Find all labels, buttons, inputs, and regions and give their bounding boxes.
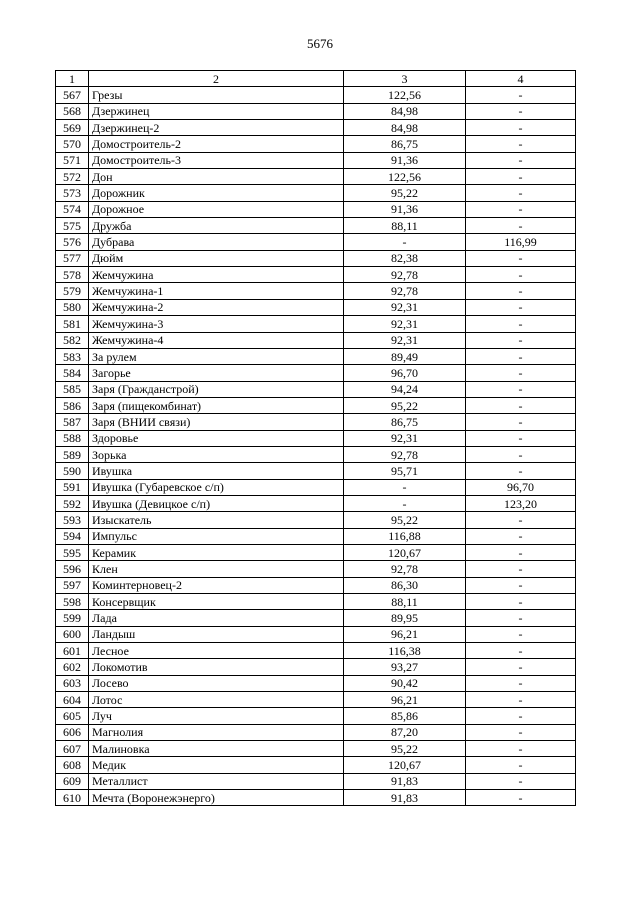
table-row: [56, 152, 576, 168]
row-value-4-cell: -: [466, 348, 576, 364]
row-name-cell: Ивушка: [89, 463, 344, 479]
row-name-cell: Дзержинец-2: [89, 120, 344, 136]
row-value-4-cell: -: [466, 397, 576, 413]
row-value-4-cell: -: [466, 561, 576, 577]
row-value-3-cell: -: [344, 234, 466, 250]
table-row: [56, 708, 576, 724]
row-name-cell: Дорожное: [89, 201, 344, 217]
row-value-3-cell: 86,30: [344, 577, 466, 593]
table-row: [56, 234, 576, 250]
row-value-3-cell: 122,56: [344, 169, 466, 185]
table-row: [56, 397, 576, 413]
row-number-cell: 607: [56, 741, 89, 757]
row-value-4-cell: -: [466, 446, 576, 462]
row-number-cell: 596: [56, 561, 89, 577]
table-body: [56, 71, 576, 806]
row-number-cell: 600: [56, 626, 89, 642]
row-value-3-cell: 95,22: [344, 397, 466, 413]
row-value-3-cell: 120,67: [344, 757, 466, 773]
row-value-3-cell: 92,78: [344, 283, 466, 299]
row-number-cell: 589: [56, 446, 89, 462]
row-name-cell: Металлист: [89, 773, 344, 789]
row-value-4-cell: -: [466, 708, 576, 724]
row-number-cell: 576: [56, 234, 89, 250]
row-value-3-cell: 91,36: [344, 152, 466, 168]
row-value-4-cell: -: [466, 773, 576, 789]
table-row: [56, 479, 576, 495]
table-header-row: [56, 71, 576, 87]
row-number-cell: 598: [56, 594, 89, 610]
row-value-4-cell: -: [466, 283, 576, 299]
row-value-4-cell: -: [466, 299, 576, 315]
row-value-4-cell: -: [466, 528, 576, 544]
row-name-cell: Здоровье: [89, 430, 344, 446]
row-value-3-cell: 89,95: [344, 610, 466, 626]
row-value-3-cell: 89,49: [344, 348, 466, 364]
row-number-cell: 578: [56, 267, 89, 283]
row-number-cell: 584: [56, 365, 89, 381]
row-number-cell: 609: [56, 773, 89, 789]
row-value-3-cell: 95,22: [344, 185, 466, 201]
row-value-3-cell: 92,31: [344, 430, 466, 446]
table-row: [56, 414, 576, 430]
row-value-4-cell: 96,70: [466, 479, 576, 495]
row-number-cell: 605: [56, 708, 89, 724]
row-number-cell: 597: [56, 577, 89, 593]
row-name-cell: Жемчужина-4: [89, 332, 344, 348]
row-value-3-cell: 94,24: [344, 381, 466, 397]
row-name-cell: Заря (Гражданстрой): [89, 381, 344, 397]
row-value-3-cell: 92,78: [344, 561, 466, 577]
row-number-cell: 604: [56, 692, 89, 708]
row-value-3-cell: 84,98: [344, 103, 466, 119]
table-row: [56, 283, 576, 299]
row-name-cell: Лада: [89, 610, 344, 626]
row-value-3-cell: 116,88: [344, 528, 466, 544]
table-row: [56, 692, 576, 708]
row-value-4-cell: -: [466, 316, 576, 332]
row-value-4-cell: -: [466, 381, 576, 397]
row-number-cell: 602: [56, 659, 89, 675]
row-value-4-cell: -: [466, 610, 576, 626]
row-value-3-cell: 84,98: [344, 120, 466, 136]
row-number-cell: 591: [56, 479, 89, 495]
row-value-3-cell: 96,21: [344, 626, 466, 642]
table-row: [56, 365, 576, 381]
row-number-cell: 592: [56, 495, 89, 511]
table-row: [56, 544, 576, 560]
row-value-4-cell: -: [466, 250, 576, 266]
row-value-3-cell: 91,83: [344, 773, 466, 789]
table-row: [56, 381, 576, 397]
table-row: [56, 250, 576, 266]
row-number-cell: 574: [56, 201, 89, 217]
row-number-cell: 581: [56, 316, 89, 332]
row-name-cell: Жемчужина-1: [89, 283, 344, 299]
row-value-3-cell: 90,42: [344, 675, 466, 691]
header-cell-number: 1: [56, 71, 89, 87]
row-number-cell: 568: [56, 103, 89, 119]
row-number-cell: 601: [56, 643, 89, 659]
row-value-3-cell: 93,27: [344, 659, 466, 675]
row-number-cell: 599: [56, 610, 89, 626]
row-value-3-cell: 92,31: [344, 316, 466, 332]
row-number-cell: 573: [56, 185, 89, 201]
row-value-4-cell: 116,99: [466, 234, 576, 250]
row-value-4-cell: -: [466, 414, 576, 430]
row-name-cell: Домостроитель-3: [89, 152, 344, 168]
row-name-cell: Лосево: [89, 675, 344, 691]
row-number-cell: 594: [56, 528, 89, 544]
row-value-4-cell: -: [466, 692, 576, 708]
row-value-4-cell: -: [466, 267, 576, 283]
row-value-3-cell: 95,22: [344, 741, 466, 757]
table-row: [56, 757, 576, 773]
row-value-3-cell: 92,31: [344, 332, 466, 348]
row-name-cell: За рулем: [89, 348, 344, 364]
row-value-3-cell: 91,83: [344, 790, 466, 806]
header-cell-name: 2: [89, 71, 344, 87]
row-number-cell: 569: [56, 120, 89, 136]
row-value-3-cell: 96,70: [344, 365, 466, 381]
row-value-3-cell: 85,86: [344, 708, 466, 724]
row-name-cell: Лесное: [89, 643, 344, 659]
row-value-4-cell: -: [466, 577, 576, 593]
row-name-cell: Заря (пищекомбинат): [89, 397, 344, 413]
table-row: [56, 675, 576, 691]
table-row: [56, 169, 576, 185]
row-name-cell: Клен: [89, 561, 344, 577]
row-value-4-cell: -: [466, 741, 576, 757]
row-value-4-cell: -: [466, 152, 576, 168]
table-row: [56, 790, 576, 806]
row-value-4-cell: -: [466, 185, 576, 201]
table-row: [56, 528, 576, 544]
table-row: [56, 185, 576, 201]
row-name-cell: Изыскатель: [89, 512, 344, 528]
row-name-cell: Заря (ВНИИ связи): [89, 414, 344, 430]
table-row: [56, 643, 576, 659]
table-row: [56, 512, 576, 528]
table-row: [56, 267, 576, 283]
row-name-cell: Дюйм: [89, 250, 344, 266]
table-row: [56, 561, 576, 577]
row-number-cell: 570: [56, 136, 89, 152]
table-row: [56, 741, 576, 757]
row-value-3-cell: 82,38: [344, 250, 466, 266]
table-row: [56, 724, 576, 740]
table-row: [56, 495, 576, 511]
row-value-3-cell: 87,20: [344, 724, 466, 740]
row-name-cell: Домостроитель-2: [89, 136, 344, 152]
table-row: [56, 136, 576, 152]
row-value-4-cell: -: [466, 594, 576, 610]
row-value-4-cell: -: [466, 626, 576, 642]
row-name-cell: Дзержинец: [89, 103, 344, 119]
row-name-cell: Луч: [89, 708, 344, 724]
row-value-4-cell: -: [466, 136, 576, 152]
table-row: [56, 446, 576, 462]
row-value-4-cell: -: [466, 120, 576, 136]
row-value-4-cell: -: [466, 87, 576, 103]
row-name-cell: Коминтерновец-2: [89, 577, 344, 593]
row-value-3-cell: -: [344, 495, 466, 511]
table-row: [56, 120, 576, 136]
row-name-cell: Консервщик: [89, 594, 344, 610]
row-value-4-cell: -: [466, 790, 576, 806]
row-name-cell: Зорька: [89, 446, 344, 462]
row-value-4-cell: 123,20: [466, 495, 576, 511]
row-number-cell: 583: [56, 348, 89, 364]
row-value-4-cell: -: [466, 103, 576, 119]
table-row: [56, 348, 576, 364]
row-value-4-cell: -: [466, 659, 576, 675]
row-number-cell: 610: [56, 790, 89, 806]
row-value-3-cell: 88,11: [344, 594, 466, 610]
table-row: [56, 659, 576, 675]
row-value-4-cell: -: [466, 757, 576, 773]
row-number-cell: 606: [56, 724, 89, 740]
row-value-3-cell: -: [344, 479, 466, 495]
row-number-cell: 579: [56, 283, 89, 299]
row-name-cell: Ивушка (Губаревское с/п): [89, 479, 344, 495]
row-name-cell: Малиновка: [89, 741, 344, 757]
row-value-3-cell: 92,31: [344, 299, 466, 315]
table-row: [56, 332, 576, 348]
table-row: [56, 103, 576, 119]
row-value-3-cell: 120,67: [344, 544, 466, 560]
row-name-cell: Дорожник: [89, 185, 344, 201]
table-row: [56, 577, 576, 593]
row-number-cell: 593: [56, 512, 89, 528]
row-name-cell: Дружба: [89, 218, 344, 234]
table-row: [56, 201, 576, 217]
row-value-3-cell: 86,75: [344, 136, 466, 152]
row-name-cell: Дубрава: [89, 234, 344, 250]
table-row: [56, 218, 576, 234]
table-row: [56, 594, 576, 610]
row-name-cell: Локомотив: [89, 659, 344, 675]
row-value-3-cell: 122,56: [344, 87, 466, 103]
data-table: [55, 70, 576, 806]
header-cell-value-4: 4: [466, 71, 576, 87]
row-name-cell: Керамик: [89, 544, 344, 560]
header-cell-value-3: 3: [344, 71, 466, 87]
row-value-4-cell: -: [466, 675, 576, 691]
row-name-cell: Ландыш: [89, 626, 344, 642]
row-number-cell: 567: [56, 87, 89, 103]
row-name-cell: Ивушка (Девицкое с/п): [89, 495, 344, 511]
row-number-cell: 580: [56, 299, 89, 315]
row-name-cell: Импульс: [89, 528, 344, 544]
table-row: [56, 430, 576, 446]
row-name-cell: Жемчужина-3: [89, 316, 344, 332]
row-name-cell: Грезы: [89, 87, 344, 103]
row-value-4-cell: -: [466, 218, 576, 234]
row-value-4-cell: -: [466, 643, 576, 659]
row-number-cell: 582: [56, 332, 89, 348]
row-name-cell: Лотос: [89, 692, 344, 708]
row-number-cell: 585: [56, 381, 89, 397]
row-value-3-cell: 95,22: [344, 512, 466, 528]
row-value-3-cell: 86,75: [344, 414, 466, 430]
page-number: 5676: [307, 36, 333, 51]
row-value-3-cell: 92,78: [344, 446, 466, 462]
row-value-3-cell: 91,36: [344, 201, 466, 217]
row-number-cell: 603: [56, 675, 89, 691]
row-name-cell: Магнолия: [89, 724, 344, 740]
row-value-4-cell: -: [466, 332, 576, 348]
row-value-4-cell: -: [466, 724, 576, 740]
row-value-4-cell: -: [466, 544, 576, 560]
row-number-cell: 587: [56, 414, 89, 430]
row-name-cell: Жемчужина-2: [89, 299, 344, 315]
row-value-3-cell: 96,21: [344, 692, 466, 708]
row-number-cell: 577: [56, 250, 89, 266]
row-name-cell: Загорье: [89, 365, 344, 381]
row-value-4-cell: -: [466, 430, 576, 446]
row-value-4-cell: -: [466, 201, 576, 217]
row-value-4-cell: -: [466, 169, 576, 185]
row-number-cell: 590: [56, 463, 89, 479]
table-row: [56, 463, 576, 479]
row-value-3-cell: 116,38: [344, 643, 466, 659]
row-number-cell: 572: [56, 169, 89, 185]
table-row: [56, 773, 576, 789]
table-row: [56, 626, 576, 642]
table-row: [56, 610, 576, 626]
row-number-cell: 575: [56, 218, 89, 234]
row-number-cell: 571: [56, 152, 89, 168]
row-value-3-cell: 95,71: [344, 463, 466, 479]
row-number-cell: 586: [56, 397, 89, 413]
row-value-4-cell: -: [466, 463, 576, 479]
row-name-cell: Жемчужина: [89, 267, 344, 283]
table-row: [56, 299, 576, 315]
row-name-cell: Медик: [89, 757, 344, 773]
row-name-cell: Мечта (Воронежэнерго): [89, 790, 344, 806]
row-number-cell: 608: [56, 757, 89, 773]
row-number-cell: 595: [56, 544, 89, 560]
table-row: [56, 316, 576, 332]
row-number-cell: 588: [56, 430, 89, 446]
row-value-4-cell: -: [466, 512, 576, 528]
table-row: [56, 87, 576, 103]
row-name-cell: Дон: [89, 169, 344, 185]
row-value-4-cell: -: [466, 365, 576, 381]
row-value-3-cell: 92,78: [344, 267, 466, 283]
row-value-3-cell: 88,11: [344, 218, 466, 234]
